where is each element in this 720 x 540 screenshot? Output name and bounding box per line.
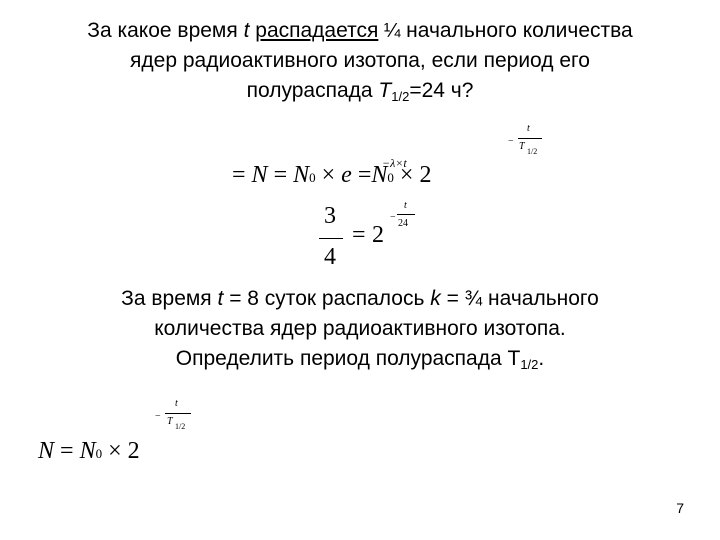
equals-sign: = — [267, 162, 294, 188]
text-fragment: . — [538, 347, 545, 370]
subscript-half: 1/2 — [520, 357, 539, 372]
text-fragment: За время — [121, 287, 218, 310]
problem-1-line-1 — [0, 16, 720, 46]
equals-sign: = — [54, 438, 80, 464]
symbol-e: e — [341, 162, 352, 188]
problem-2-line-3 — [0, 344, 720, 380]
subscript-zero: 0 — [95, 446, 103, 461]
exponent-t: t — [404, 200, 407, 211]
equals-sign: = — [351, 162, 372, 188]
symbol-N: N — [38, 438, 55, 464]
equals-sign: = — [232, 162, 252, 188]
underlined-word: распадается — [255, 19, 379, 42]
subscript-half: 1/2 — [391, 89, 410, 104]
base-two: 2 — [127, 438, 140, 464]
subscript-zero: 0 — [387, 170, 394, 185]
equals-sign: = — [352, 222, 366, 248]
symbol-N0: N — [293, 162, 310, 188]
symbol-N0: N — [371, 162, 388, 188]
exponent-fraction-line — [397, 214, 415, 215]
text-fragment: полураспада — [246, 79, 379, 102]
exponent-fraction-line — [518, 138, 542, 139]
symbol-N0: N — [79, 438, 96, 464]
text-fragment: =24 ч? — [409, 79, 474, 102]
symbol-N: N — [251, 162, 268, 188]
exponent-T: T — [167, 416, 173, 427]
variable-t: t — [243, 19, 250, 42]
variable-T: T — [378, 79, 392, 102]
problem-1-line-2: ядер радиоактивного изотопа, если период его — [130, 49, 590, 72]
exponent-t: t — [175, 398, 178, 409]
exponent-minus: − — [390, 212, 396, 223]
text-fragment: Определить период полураспада Т — [175, 347, 521, 370]
subscript-zero: 0 — [309, 170, 316, 185]
times-sign: × — [102, 438, 128, 464]
page-number: 7 — [676, 500, 684, 516]
fraction-numerator: 3 — [324, 203, 336, 229]
exponent-subscript-half: 1/2 — [527, 147, 538, 156]
problem-2-line-1 — [0, 284, 720, 314]
exponent-fraction-line — [165, 413, 191, 414]
text-fragment: = 8 суток распалось — [223, 287, 431, 310]
text-fragment: начального количества — [406, 19, 633, 42]
fraction-line — [319, 238, 343, 239]
exponent-t: t — [527, 123, 530, 134]
fraction-denominator: 4 — [324, 244, 336, 270]
problem-2-line-2: количества ядер радиоактивного изотопа. — [154, 317, 566, 340]
exponent-denominator: 24 — [398, 218, 408, 229]
times-sign: × — [315, 162, 342, 188]
fraction-quarter: ¼ — [378, 20, 407, 42]
text-fragment: = ¾ начального — [440, 287, 599, 310]
exponent-lambda-t: −λ×t — [382, 156, 407, 170]
exponent-T: T — [519, 141, 525, 152]
variable-t: t — [217, 287, 224, 310]
base-two: 2 — [372, 222, 384, 248]
variable-k: k — [430, 287, 441, 310]
exponent-subscript-half: 1/2 — [175, 422, 186, 431]
formula-3-main — [38, 438, 140, 465]
exponent-minus: − — [508, 136, 514, 147]
problem-1-line-3 — [0, 76, 720, 112]
exponent-minus: − — [155, 411, 161, 422]
problem-1-text — [0, 16, 720, 112]
times-sign: × — [393, 162, 420, 188]
text-fragment: За какое время — [87, 19, 244, 42]
base-two: 2 — [419, 162, 432, 188]
problem-2-text — [0, 284, 720, 380]
